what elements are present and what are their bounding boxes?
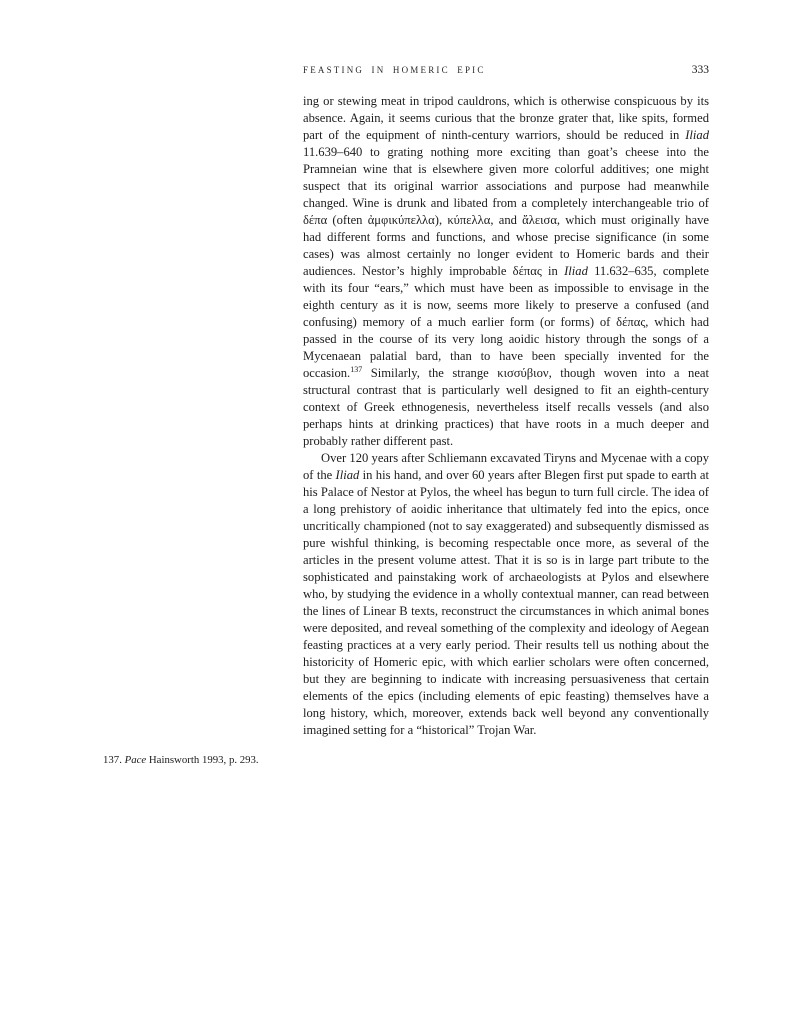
running-head-title: FEASTING IN HOMERIC EPIC <box>303 65 486 75</box>
text-column <box>303 64 709 739</box>
body-text <box>303 93 709 739</box>
page-number: 333 <box>691 64 709 76</box>
paragraph-1: ing or stewing meat in tripod cauldrons, which is otherwise conspicuous by its absence. Again, it seems curious that the bronze grater that, like spits, formed part of the equipment of ninth-century warriors, should be reduced in Iliad 11.639–640 to grating nothing more exciting than goat’s cheese into the Pramneian wine that is elsewhere given more colorful additives; one might suspect that its original warrior associations and purpose had meanwhile changed. Wine is drunk and libated from a completely interchangeable trio of δέπα (often ἀμφικύπελλα), κύπελλα, and ἄλεισα, which must originally have had different forms and functions, and whose precise significance (in some cases) was almost certainly no longer evident to Homeric bards and their audiences. Nestor’s highly improbable δέπας in Iliad 11.632–635, complete with its four “ears,” which must have been as impossible to envisage in the eighth century as it is now, seems more likely to preserve a confused (and confusing) memory of a much earlier form (or forms) of δέπας, which had passed in the course of its very long aoidic history through the songs of a Mycenaean palatial bard, than to have been specially invented for the occasion.$^{137}$ Similarly, the strange κισσύβιον, though woven into a neat structural contrast that is particularly well designed to fit an eighth-century context of Greek ethnogenesis, nevertheless itself recalls vessels (and also perhaps hints at drinking practices) that have roots in a much deeper and probably rather different past. <box>303 94 709 448</box>
paragraph-2: Over 120 years after Schliemann excavated Tiryns and Mycenae with a copy of the Iliad in his hand, and over 60 years after Blegen first put spade to earth at his Palace of Nestor at Pylos, the wheel has begun to turn full circle. The idea of a long prehistory of aoidic inheritance that ultimately fed into the epics, once uncritically championed (not to say exaggerated) and subsequently dismissed as pure wishful thinking, is becoming respectable once more, as several of the articles in the present volume attest. That it is so is in large part tribute to the sophisticated and painstaking work of archaeologists at Pylos and elsewhere who, by studying the evidence in a wholly contextual manner, can read between the lines of Linear B texts, reconstruct the circumstances in which animal bones were deposited, and reveal something of the complexity and ideology of Aegean feasting practices at a very early period. Their results tell us nothing about the historicity of Homeric epic, with which earlier scholars were often concerned, but they are beginning to indicate with increasing persuasiveness that certain elements of the epics (including elements of epic feasting) themselves have a long history, which, moreover, extends back well beyond any conventionally imagined setting for a “historical” Trojan War. <box>303 451 709 737</box>
footnote-137: 137. Pace Hainsworth 1993, p. 293. <box>103 754 259 766</box>
running-head <box>303 64 709 76</box>
